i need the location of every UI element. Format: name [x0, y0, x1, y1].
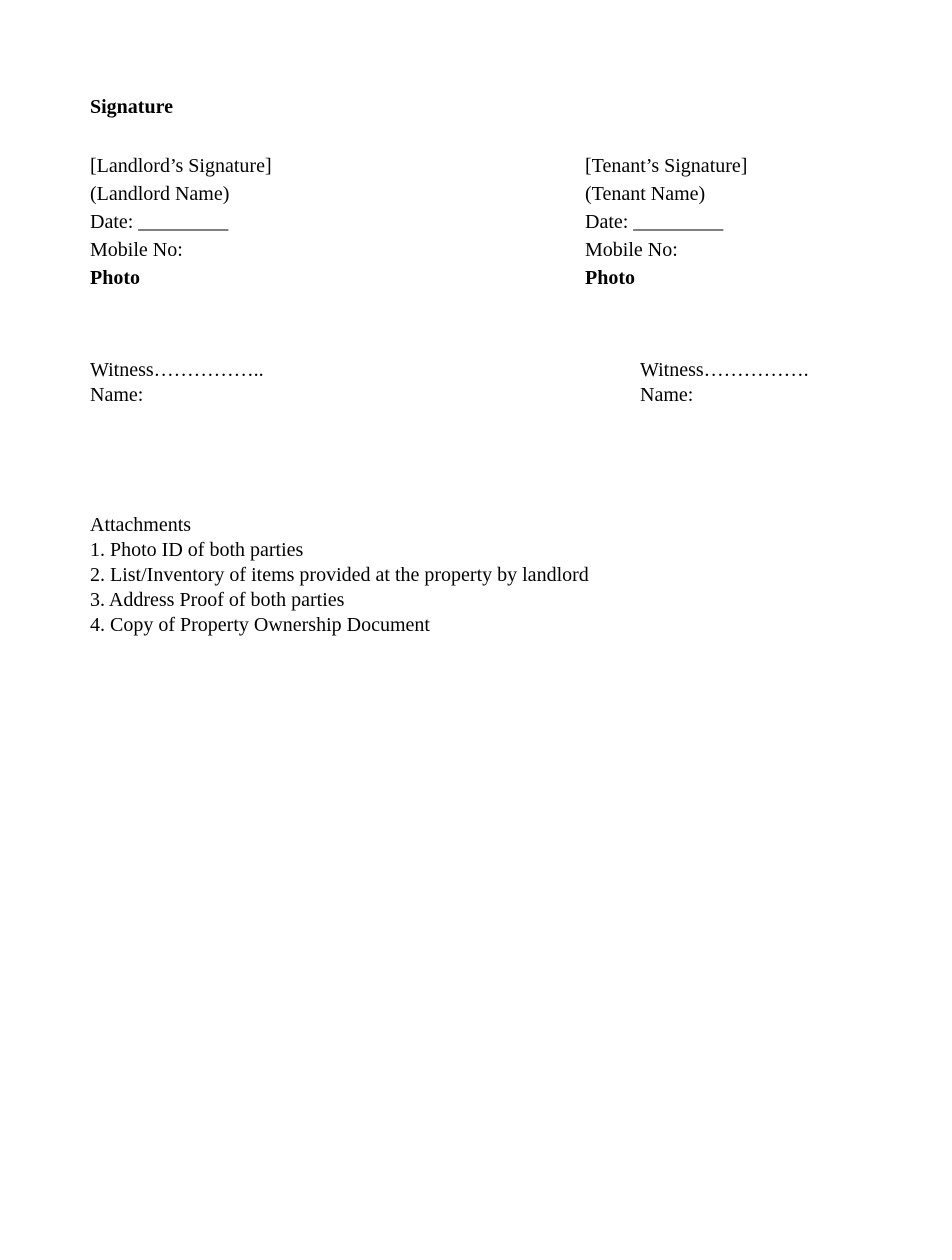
- attachments-section: [90, 513, 589, 638]
- tenant-date-line: Date: _________: [585, 211, 724, 233]
- landlord-name-placeholder: (Landlord Name): [90, 183, 230, 205]
- witness-left-line: Witness……………..: [90, 359, 264, 381]
- tenant-signature-block: [585, 152, 747, 292]
- attachments-list: [90, 538, 589, 638]
- landlord-signature-placeholder: [Landlord’s Signature]: [90, 155, 272, 177]
- attachments-title: Attachments: [90, 514, 192, 536]
- attachment-item: 1. Photo ID of both parties: [90, 539, 304, 561]
- tenant-name-placeholder: (Tenant Name): [585, 183, 706, 205]
- attachment-item: 3. Address Proof of both parties: [90, 589, 345, 611]
- witness-right-line: Witness…………….: [640, 359, 809, 381]
- tenant-photo-label: Photo: [585, 267, 635, 289]
- attachment-item: 4. Copy of Property Ownership Document: [90, 614, 430, 636]
- attachment-item: 2. List/Inventory of items provided at the property by landlord: [90, 564, 589, 586]
- landlord-signature-block: [90, 152, 272, 292]
- signature-heading: Signature: [90, 96, 173, 118]
- tenant-signature-placeholder: [Tenant’s Signature]: [585, 155, 748, 177]
- witness-left-name-label: Name:: [90, 384, 144, 406]
- landlord-date-line: Date: _________: [90, 211, 229, 233]
- tenant-mobile-line: Mobile No:: [585, 239, 678, 261]
- witness-right-name-label: Name:: [640, 384, 694, 406]
- witness-block-left: [90, 358, 264, 408]
- witness-block-right: [640, 358, 809, 408]
- landlord-photo-label: Photo: [90, 267, 140, 289]
- landlord-mobile-line: Mobile No:: [90, 239, 183, 261]
